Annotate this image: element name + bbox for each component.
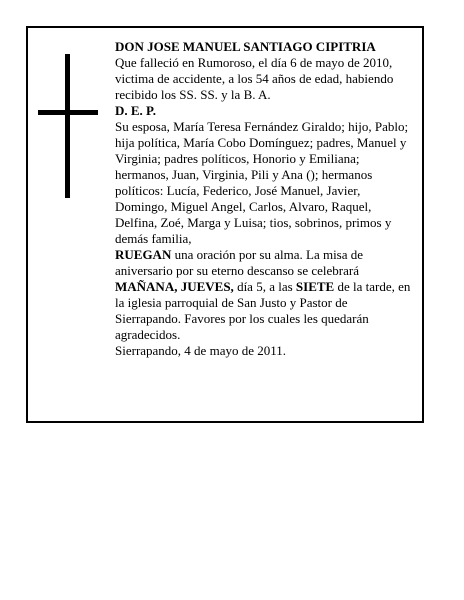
mass-location: de la tarde, en la iglesia parroquial de San Justo y Pastor de Sierrapando. Favores por los cuales les quedarán agradecidos. [115,279,411,342]
cross-icon [38,54,98,198]
family-list: Su esposa, María Teresa Fernández Giraldo; hijo, Pablo; hija política, María Cobo Domínguez; padres, Manuel y Virginia; padres políticos, Honorio y Emiliana; hermanos, Juan, Virginia, Pili y Ana (); hermanos políticos: Lucía, Federico, José Manuel, Javier, Domingo, Miguel Angel, Carlos, Alvaro, Raquel, Delfina, Zoé, Marga y Luisa; tios, sobrinos, primos y demás familia, [115,119,409,246]
cross-horizontal-bar [38,110,98,115]
obituary-notice [26,26,424,423]
death-info: Que falleció en Rumoroso, el día 6 de mayo de 2010, victima de accidente, a los 54 años de edad, habiendo recibido los SS. SS. y la B. A. [115,55,394,102]
dep-line: D. E. P. [115,103,157,118]
mass-hour: SIETE [295,279,335,294]
mass-day: MAÑANA, JUEVES, [115,279,234,294]
ruegan-word: RUEGAN [115,247,172,262]
mass-announcement [115,247,415,343]
deceased-name: DON JOSE MANUEL SANTIAGO CIPITRIA [115,39,376,54]
cross-vertical-bar [65,54,70,198]
prayer-text: una oración por su alma. La misa de aniversario por su eterno descanso se celebrará [115,247,364,278]
mass-date-text: día 5, a las [233,279,296,294]
signature-line: Sierrapando, 4 de mayo de 2011. [115,343,286,358]
notice-text [115,39,415,359]
